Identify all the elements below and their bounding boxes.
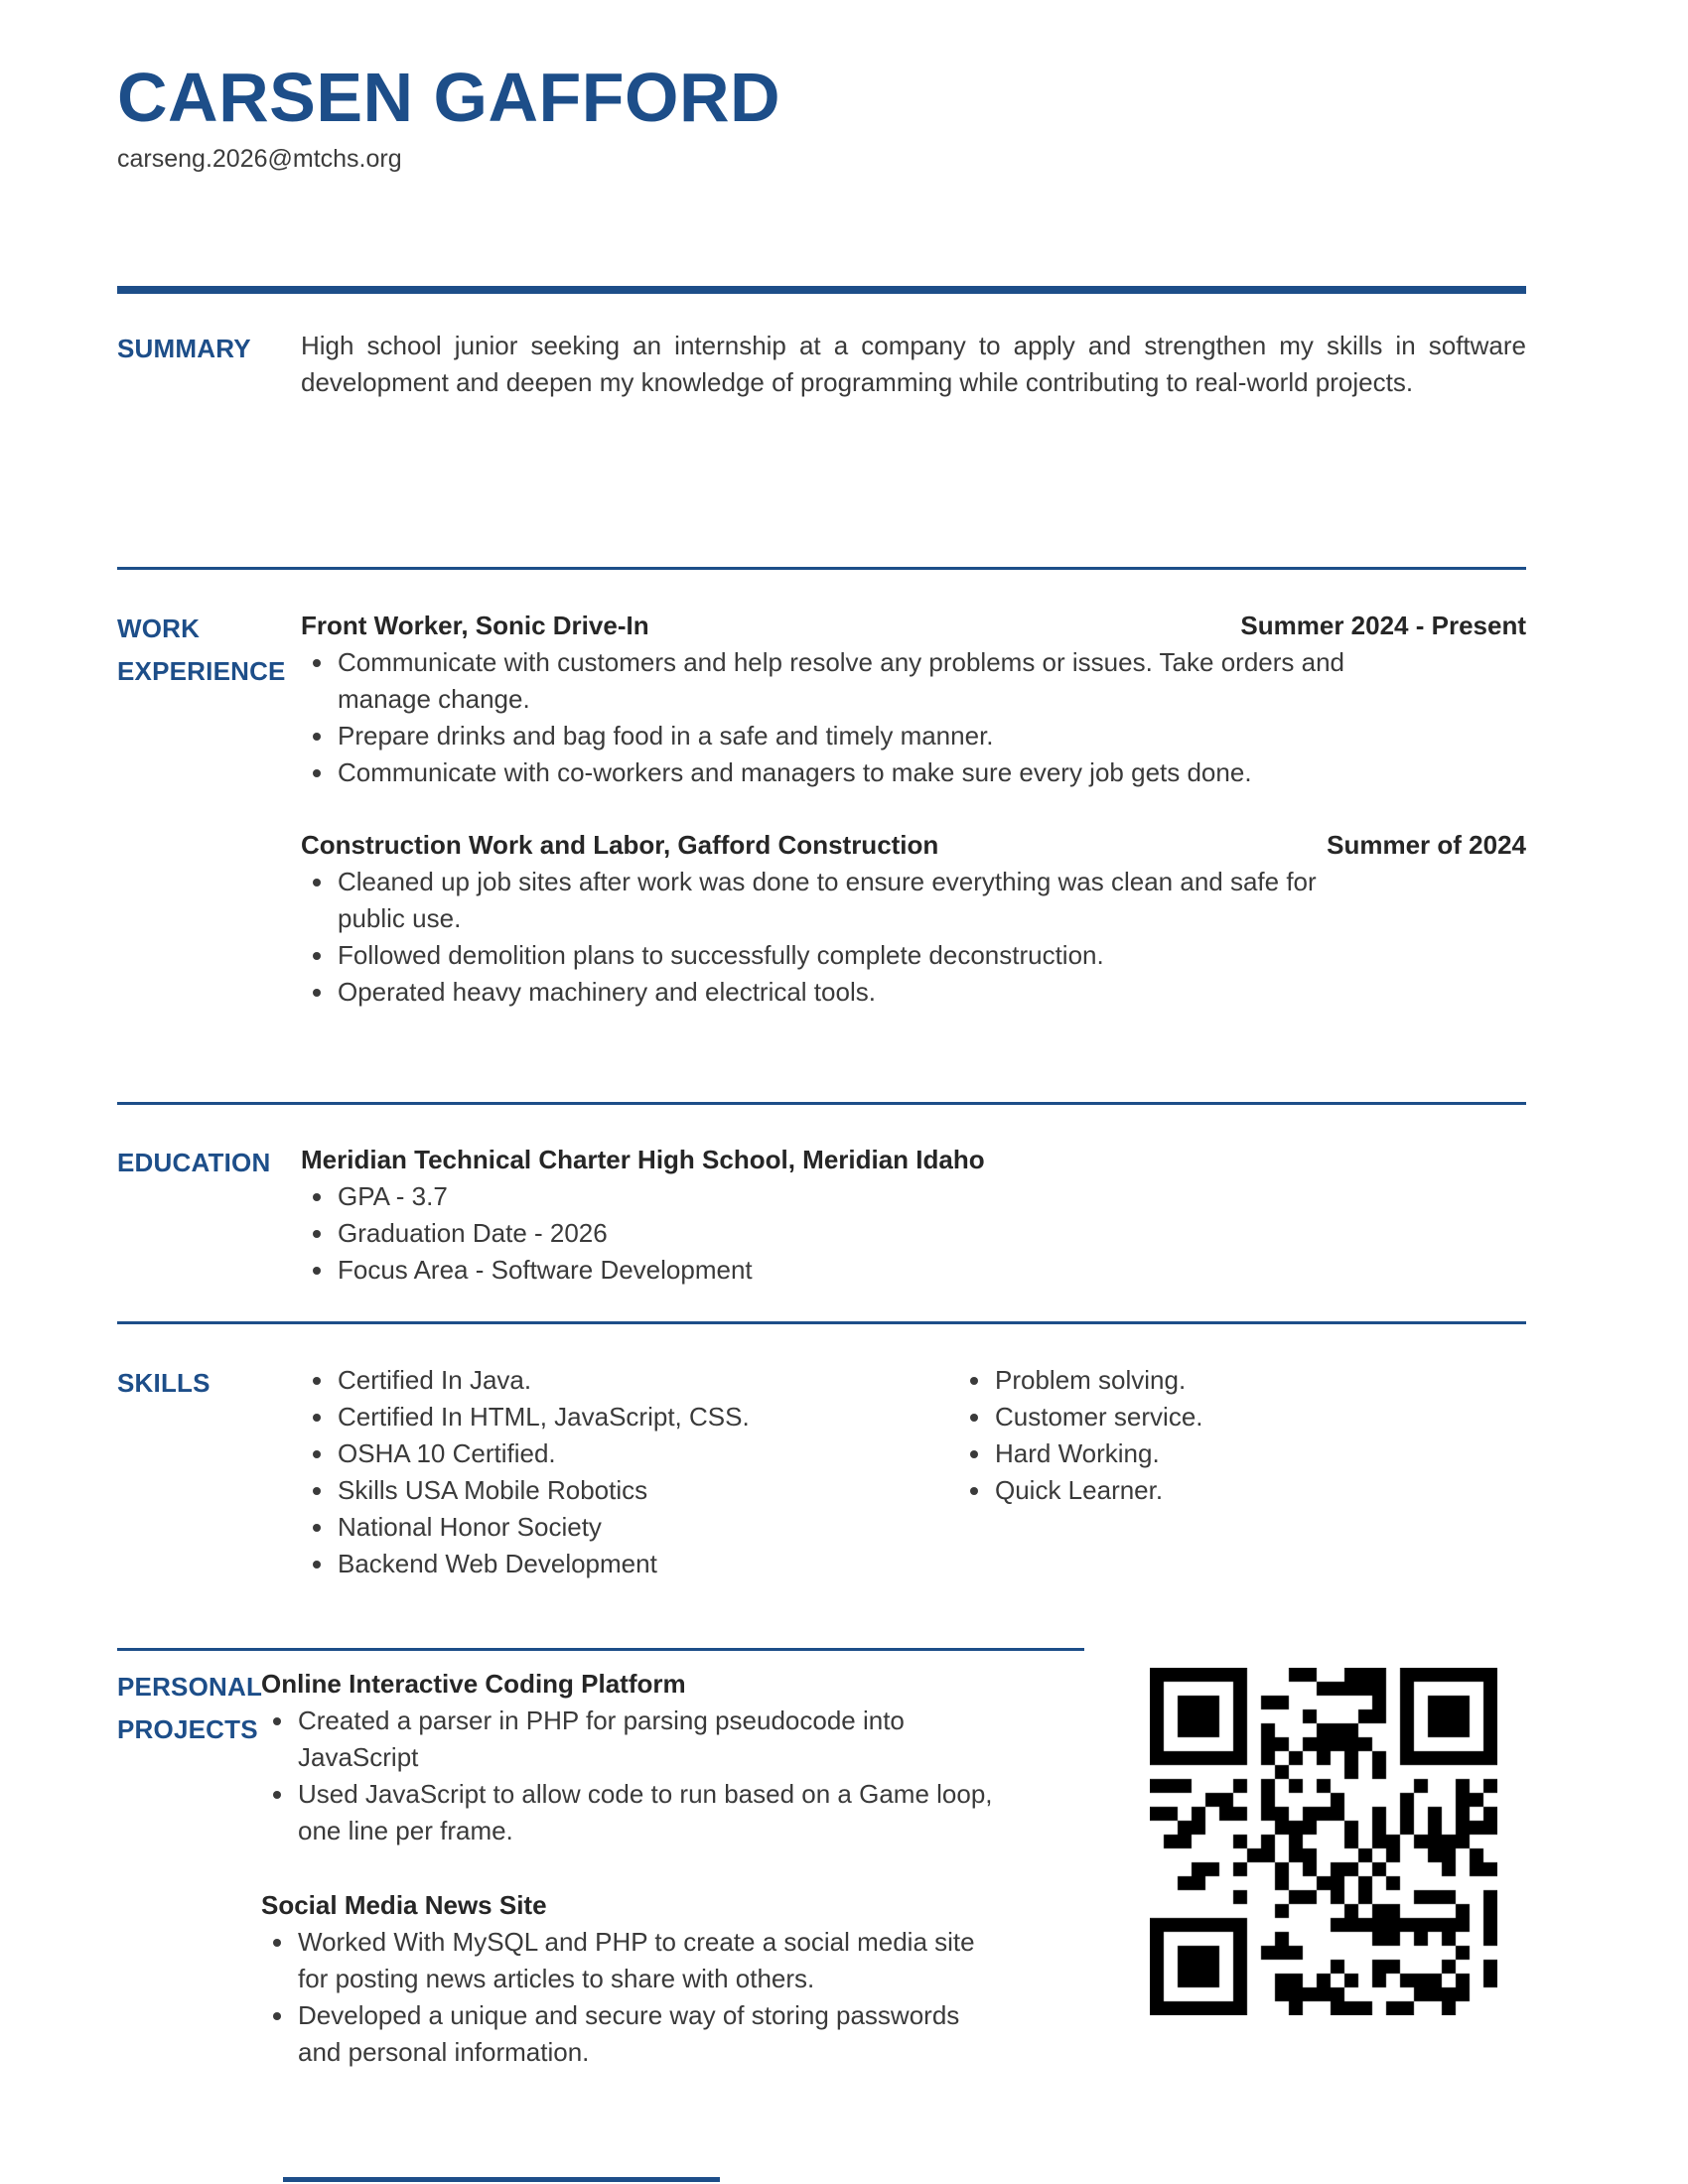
skills-list-right bbox=[958, 1362, 1526, 1582]
section-education bbox=[117, 1142, 1526, 1289]
job-bullet-list bbox=[301, 864, 1383, 1011]
project-title: Social Media News Site bbox=[261, 1890, 547, 1920]
section-personal-projects bbox=[117, 1666, 1051, 2071]
section-summary bbox=[117, 328, 1526, 401]
job-bullet-list bbox=[301, 644, 1383, 791]
skills-content bbox=[301, 1362, 1526, 1582]
project-entry bbox=[261, 1666, 1051, 1849]
project-title: Online Interactive Coding Platform bbox=[261, 1669, 686, 1699]
projects-divider bbox=[117, 1648, 1084, 1651]
job-entry bbox=[301, 827, 1526, 1011]
skill-item: • Skills USA Mobile Robotics bbox=[336, 1472, 807, 1509]
education-bullet: • Focus Area - Software Development bbox=[336, 1252, 1526, 1289]
skill-item: • Certified In HTML, JavaScript, CSS. bbox=[336, 1399, 807, 1435]
skill-item: • Hard Working. bbox=[993, 1435, 1526, 1472]
job-title-row bbox=[301, 827, 1526, 864]
education-bullet: • Graduation Date - 2026 bbox=[336, 1215, 1526, 1252]
personal-projects-label: PERSONAL PROJECTS bbox=[117, 1672, 262, 1744]
project-bullet: • Used JavaScript to allow code to run based on a Game loop, one line per frame. bbox=[296, 1776, 1004, 1849]
job-dates: Summer 2024 - Present bbox=[1240, 611, 1526, 640]
projects-content bbox=[261, 1666, 1051, 2071]
job-title: Front Worker, Sonic Drive-In bbox=[301, 611, 649, 640]
job-bullet: • Followed demolition plans to successfully complete deconstruction. bbox=[336, 937, 1383, 974]
job-bullet: • Prepare drinks and bag food in a safe and timely manner. bbox=[336, 718, 1383, 754]
education-label: EDUCATION bbox=[117, 1148, 271, 1177]
person-name: CARSEN GAFFORD bbox=[117, 59, 781, 136]
qr-code bbox=[1150, 1668, 1497, 2015]
job-bullet: • Operated heavy machinery and electrical tools. bbox=[336, 974, 1383, 1011]
work-experience-label: WORK EXPERIENCE bbox=[117, 614, 286, 686]
education-bullet-list bbox=[301, 1178, 1526, 1289]
job-bullet: • Cleaned up job sites after work was done to ensure everything was clean and safe for public use. bbox=[336, 864, 1383, 937]
skill-item: • OSHA 10 Certified. bbox=[336, 1435, 807, 1472]
section-work-experience bbox=[117, 608, 1526, 1011]
project-bullet: • Worked With MySQL and PHP to create a social media site for posting news articles to share with others. bbox=[296, 1924, 1004, 1997]
email-text: carseng.2026@mtchs.org bbox=[117, 144, 402, 173]
education-content bbox=[301, 1142, 1526, 1289]
skill-item: • National Honor Society bbox=[336, 1509, 807, 1546]
project-bullet: • Developed a unique and secure way of storing passwords and personal information. bbox=[296, 1997, 1004, 2071]
section-divider bbox=[117, 567, 1526, 570]
skill-item: • Problem solving. bbox=[993, 1362, 1526, 1399]
summary-label: SUMMARY bbox=[117, 334, 251, 363]
qr-code-canvas bbox=[1150, 1668, 1497, 2015]
job-bullet: • Communicate with co-workers and managers to make sure every job gets done. bbox=[336, 754, 1383, 791]
section-divider bbox=[117, 1321, 1526, 1324]
skill-item: • Backend Web Development bbox=[336, 1546, 807, 1582]
skill-item: • Quick Learner. bbox=[993, 1472, 1526, 1509]
skills-label: SKILLS bbox=[117, 1368, 211, 1398]
job-entry bbox=[301, 608, 1526, 791]
work-experience-content bbox=[301, 608, 1526, 1011]
summary-text: High school junior seeking an internship at a company to apply and strengthen my skills in software development and deepen my knowledge of programming while contributing to real-world projects. bbox=[301, 331, 1526, 397]
job-title-row bbox=[301, 608, 1526, 644]
job-title: Construction Work and Labor, Gafford Construction bbox=[301, 830, 939, 860]
project-bullet-list bbox=[261, 1703, 1004, 1849]
school-name: Meridian Technical Charter High School, Meridian Idaho bbox=[301, 1145, 985, 1174]
resume-header bbox=[117, 59, 781, 174]
project-bullet: • Created a parser in PHP for parsing pseudocode into JavaScript bbox=[296, 1703, 1004, 1776]
education-bullet: • GPA - 3.7 bbox=[336, 1178, 1526, 1215]
skill-item: • Certified In Java. bbox=[336, 1362, 807, 1399]
section-skills bbox=[117, 1362, 1526, 1582]
section-divider bbox=[117, 1102, 1526, 1105]
header-divider bbox=[117, 286, 1526, 294]
skills-list-left bbox=[301, 1362, 807, 1582]
job-bullet: • Communicate with customers and help resolve any problems or issues. Take orders and manage change. bbox=[336, 644, 1383, 718]
project-bullet-list bbox=[261, 1924, 1004, 2071]
bottom-partial-divider bbox=[283, 2177, 720, 2182]
job-dates: Summer of 2024 bbox=[1327, 830, 1526, 860]
skill-item: • Customer service. bbox=[993, 1399, 1526, 1435]
project-entry bbox=[261, 1887, 1051, 2071]
